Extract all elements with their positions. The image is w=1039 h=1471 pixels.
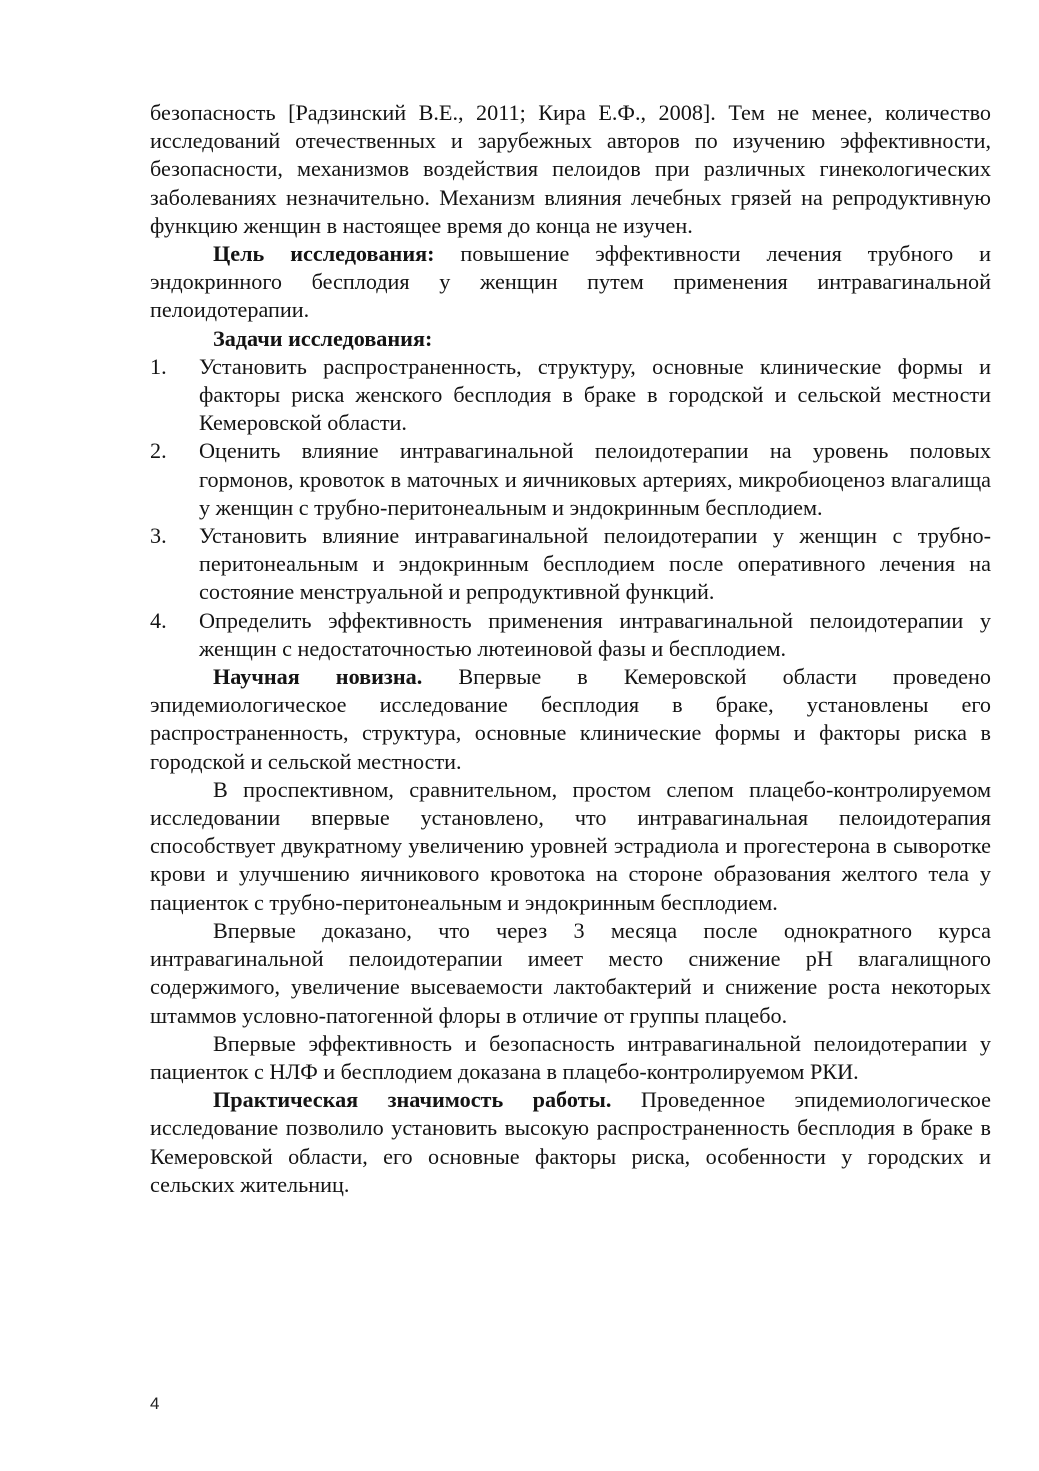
list-item-number: 1. (150, 353, 167, 379)
list-item (150, 607, 991, 663)
document-page (150, 99, 991, 1199)
page-number: 4 (150, 1394, 160, 1413)
paragraph-first-proved: Впервые доказано, что через 3 месяца после однократного курса интравагинальной пелоидотерапии имеет место снижение pH влагалищного содержимого, увеличение высеваемости лактобактерий и снижение роста некоторых штаммов условно-патогенной флоры в отличие от группы плацебо. (150, 917, 991, 1028)
paragraph-intro: безопасность [Радзинский В.Е., 2011; Кира Е.Ф., 2008]. Тем не менее, количество исследований отечественных и зарубежных авторов по изучению эффективности, безопасности, механизмов воздействия пелоидов при различных гинекологических заболеваниях незначительно. Механизм влияния лечебных грязей на репродуктивную функцию женщин в настоящее время до конца не изучен. (150, 100, 991, 238)
list-item-text: Установить влияние интравагинальной пелоидотерапии у женщин с трубно-перитонеальным и эндокринным бесплодием после оперативного лечения на состояние менструальной и репродуктивной функций. (199, 523, 991, 605)
goal-label: Цель исследования: (213, 241, 435, 267)
paragraph-goal (150, 240, 991, 325)
list-item-text: Определить эффективность применения интравагинальной пелоидотерапии у женщин с недостаточностью лютеиновой фазы и бесплодием. (199, 607, 991, 661)
list-item (150, 353, 991, 438)
novelty-label: Научная новизна. (213, 664, 423, 690)
list-item-number: 3. (150, 523, 167, 549)
practical-text: Проведенное эпидемиологическое исследование позволило установить высокую распространенность бесплодия в браке в Кемеровской области, его основные факторы риска, особенности у городских и сельских жительниц. (150, 1087, 991, 1197)
paragraph-prospective: В проспективном, сравнительном, простом слепом плацебо-контролируемом исследовании впервые установлено, что интравагинальная пелоидотерапия способствует двукратному увеличению уровней эстрадиола и прогестерона в сыворотке крови и улучшению яичникового кровотока на стороне образования желтого тела у пациенток с трубно-перитонеальным и эндокринным бесплодием. (150, 776, 991, 915)
practical-label: Практическая значимость работы. (213, 1087, 612, 1113)
paragraph-novelty (150, 663, 991, 776)
list-item-text: Установить распространенность, структуру, основные клинические формы и факторы риска женского бесплодия в браке в городской и сельской местности Кемеровской области. (199, 353, 991, 436)
list-item-number: 2. (150, 438, 167, 464)
paragraph-first-effective: Впервые эффективность и безопасность интравагинальной пелоидотерапии у пациенток с НЛФ и бесплодием доказана в плацебо-контролируемом РКИ. (150, 1030, 991, 1084)
paragraph-practical (150, 1086, 991, 1199)
novelty-text: Впервые в Кемеровской области проведено эпидемиологическое исследование бесплодия в браке, установлены его распространенность, структура, основные клинические формы и факторы риска в городской и сельской местности. (150, 664, 991, 774)
list-item (150, 437, 991, 522)
tasks-list (150, 353, 991, 663)
goal-text: повышение эффективности лечения трубного и эндокринного бесплодия у женщин путем применения интравагинальной пелоидотерапии. (150, 241, 991, 323)
list-item-number: 4. (150, 607, 167, 633)
tasks-heading: Задачи исследования: (213, 325, 433, 351)
list-item (150, 522, 991, 607)
list-item-text: Оценить влияние интравагинальной пелоидотерапии на уровень половых гормонов, кровоток в маточных и яичниковых артериях, микробиоценоз влагалища у женщин с трубно-перитонеальным и эндокринным бесплодием. (199, 438, 991, 520)
